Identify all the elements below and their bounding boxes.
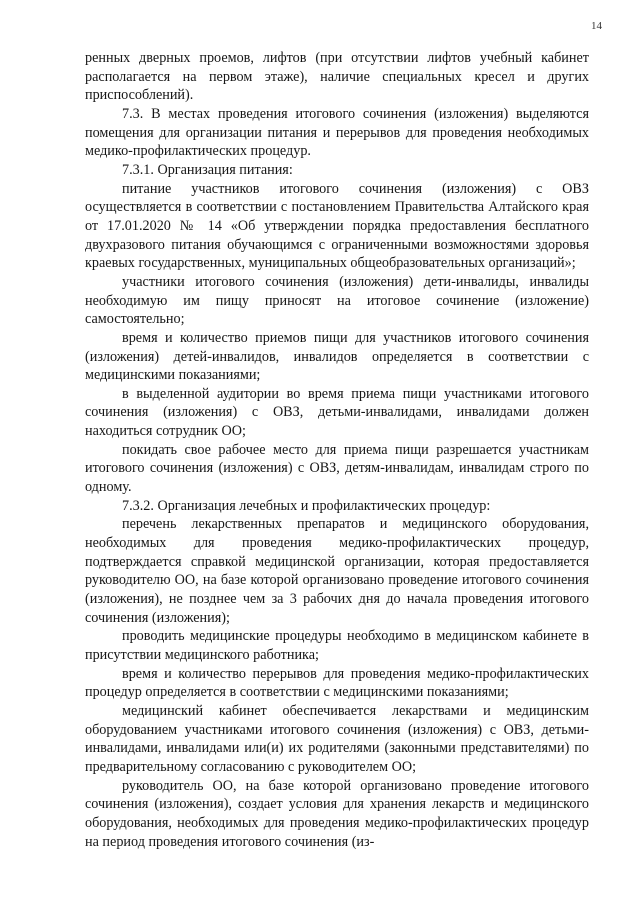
paragraph: участники итогового сочинения (изложения) дети-инвалиды, инвалиды необходимую им пищу приносят на итоговое сочинение (изложение) самостоятельно; — [85, 273, 589, 328]
paragraph: 7.3.2. Организация лечебных и профилактических процедур: — [122, 497, 491, 514]
paragraph: ренных дверных проемов, лифтов (при отсутствии лифтов учебный кабинет располагается на первом этаже), наличие специальных кресел и других приспособлений). — [85, 50, 589, 104]
paragraph: 7.3. В местах проведения итогового сочинения (изложения) выделяются помещения для организации питания и перерывов для проведения необходимых медико-профилактических процедур. — [85, 105, 589, 160]
paragraph: проводить медицинские процедуры необходимо в медицинском кабинете в присутствии медицинского работника; — [85, 628, 589, 663]
paragraph: перечень лекарственных препаратов и медицинского оборудования, необходимых для проведения медико-профилактических процедур, подтверждается справкой медицинской организации, которая предоставляется руководителю ОО, на базе которой организовано проведение итогового сочинения (изложения), не позднее чем за 3 рабочих дня до начала проведения итогового сочинения (изложения); — [85, 516, 589, 626]
paragraph: руководитель ОО, на базе которой организовано проведение итогового сочинения (изложения), создает условия для хранения лекарств и медицинского оборудования, необходимых для проведения медико-профилактических процедур на период проведения итогового сочинения (из- — [85, 777, 589, 850]
body-text — [85, 49, 589, 851]
paragraph: питание участников итогового сочинения (изложения) с ОВЗ осуществляется в соответствии с постановлением Правительства Алтайского края от 17.01.2020 № 14 «Об утверждении порядка предоставления бесплатного двухразового питания обучающимся с ограниченными возможностями здоровья краевых государственных, муниципальных общеобразовательных организаций»; — [85, 180, 589, 272]
paragraph: медицинский кабинет обеспечивается лекарствами и медицинским оборудованием участниками итогового сочинения (изложения) с ОВЗ, детьми-инвалидами, инвалидами или(и) их родителями (законными представителями) по предварительному согласованию с руководителем ОО; — [85, 702, 589, 775]
paragraph: покидать свое рабочее место для приема пищи разрешается участникам итогового сочинения (изложения) с ОВЗ, детям-инвалидам, инвалидам строго по одному. — [85, 441, 589, 496]
paragraph: 7.3.1. Организация питания: — [122, 161, 293, 178]
paragraph: в выделенной аудитории во время приема пищи участниками итогового сочинения (изложения) с ОВЗ, детьми-инвалидами, инвалидами должен находиться сотрудник ОО; — [85, 385, 589, 440]
page-number: 14 — [591, 20, 602, 32]
paragraph: время и количество перерывов для проведения медико-профилактических процедур определяется в соответствии с медицинскими показаниями; — [85, 665, 589, 701]
paragraph: время и количество приемов пищи для участников итогового сочинения (изложения) детей-инвалидов, инвалидов определяется в соответствии с медицинскими показаниями; — [85, 329, 589, 384]
